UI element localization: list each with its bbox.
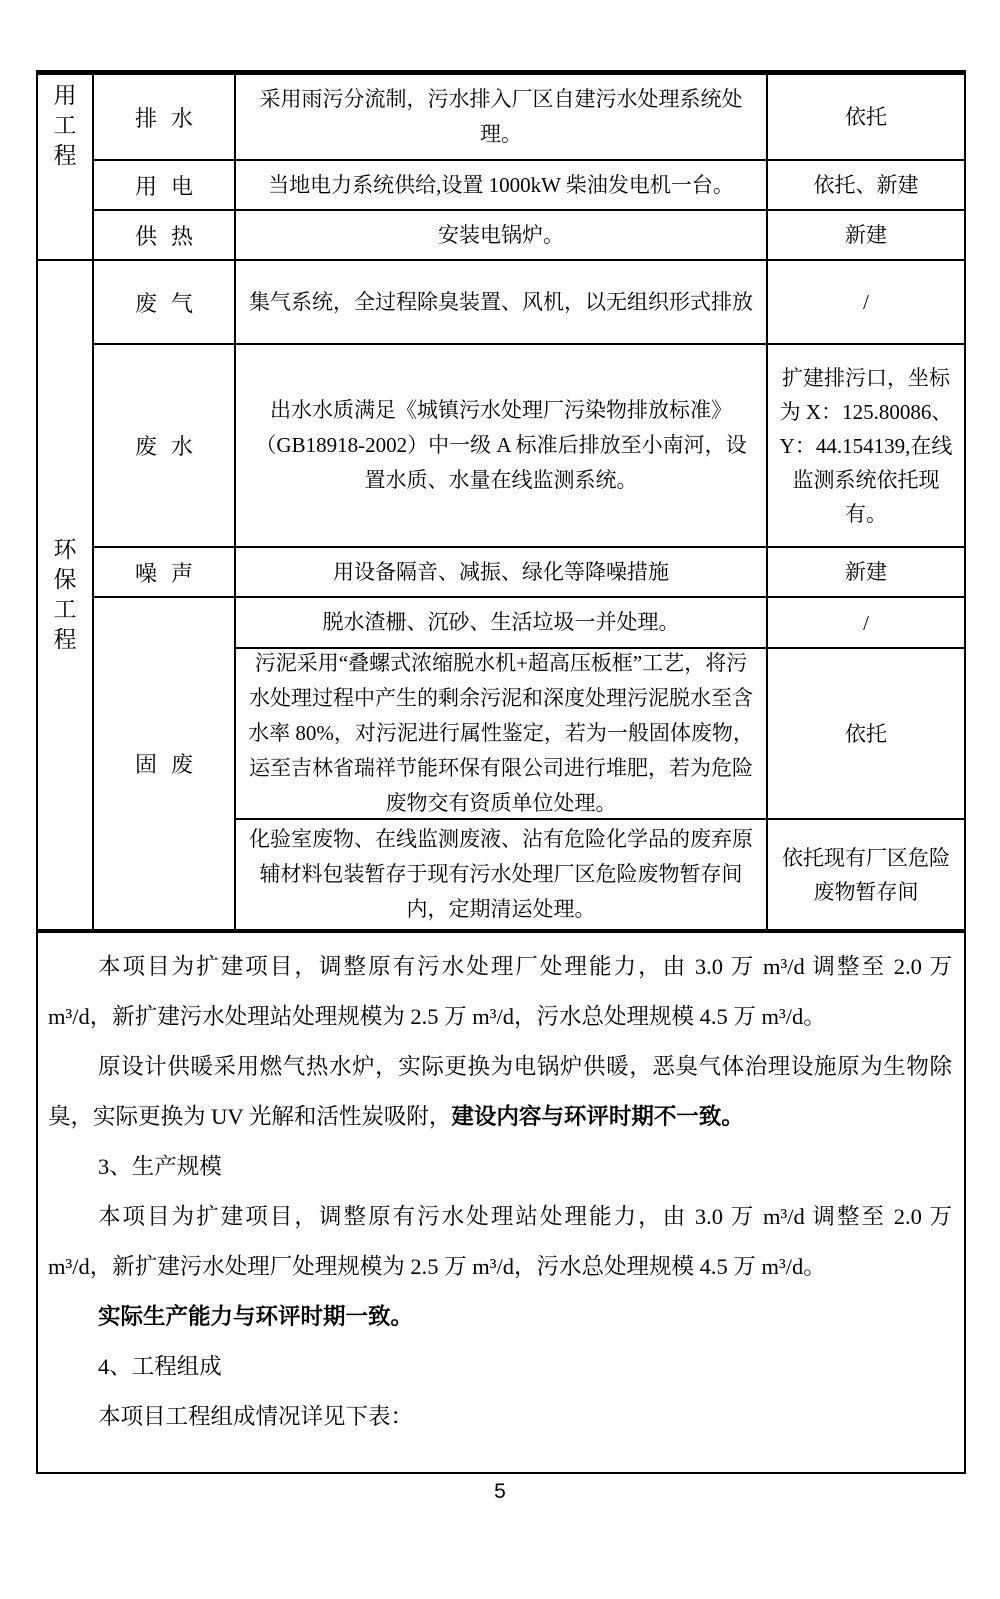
subrow-solid-waste-lab: [236, 818, 964, 929]
item-cell-heating: 供热: [94, 211, 236, 259]
row-waste-gas: [94, 261, 964, 343]
status-cell-heating: 新建: [845, 223, 887, 247]
status-cell-waste-gas: /: [863, 290, 869, 314]
content-cell-noise: 用设备隔音、减振、绿化等降噪措施: [236, 548, 768, 596]
group-utility-works: [38, 75, 964, 259]
content-cell-solid-waste-3: 化验室废物、在线监测废液、沾有危险化学品的废弃原辅材料包装暂存于现有污水处理厂区危险废物暂存间内，定期清运处理。: [236, 820, 768, 929]
group-label-utility: [38, 75, 94, 259]
item-cell-wastewater: 废水: [94, 345, 236, 546]
status-cell-solid-waste-3: 依托现有厂区危险废物暂存间: [782, 845, 950, 904]
row-noise: [94, 546, 964, 596]
heading-project-composition: 4、工程组成: [98, 1354, 222, 1379]
group-label-environmental: [38, 261, 94, 929]
status-cell-electricity: 依托、新建: [813, 173, 919, 197]
content-cell-solid-waste-1: 脱水渣栅、沉砂、生活垃圾一并处理。: [236, 598, 768, 647]
item-cell-solid-waste: 固废: [94, 598, 236, 929]
group-environmental-works: [38, 259, 964, 929]
row-solid-waste: [94, 596, 964, 929]
subrow-solid-waste-screenings: [236, 598, 964, 647]
content-cell-waste-gas: 集气系统，全过程除臭装置、风机，以无组织形式排放: [236, 261, 768, 343]
row-heating: [94, 209, 964, 259]
paragraph-changes-bold: 建设内容与环评时期不一致。: [451, 1104, 744, 1129]
paragraph-see-table-below: 本项目工程组成情况详见下表：: [98, 1404, 414, 1429]
paragraph-scale-1: 本项目为扩建项目，调整原有污水处理厂处理能力，由 3.0 万 m³/d 调整至 2.0 万 m³/d，新扩建污水处理站处理规模为 2.5 万 m³/d，污水总处理规模 4.5 万 m³/d。: [48, 954, 952, 1029]
status-cell-solid-waste-2: 依托: [845, 721, 887, 746]
group-label-text: 用工程: [53, 83, 77, 168]
paragraph-scale-2: 本项目为扩建项目，调整原有污水处理站处理能力，由 3.0 万 m³/d 调整至 2.0 万 m³/d，新扩建污水处理厂处理规模为 2.5 万 m³/d，污水总处理规模 4.5 万 m³/d。: [48, 1204, 952, 1279]
project-composition-table: [38, 75, 964, 933]
status-cell-drainage: 依托: [845, 105, 887, 129]
item-cell-electricity: 用电: [94, 161, 236, 209]
page-number: 5: [494, 1480, 506, 1503]
paragraph-changes: [48, 1042, 952, 1142]
content-cell-wastewater: 出水水质满足《城镇污水处理厂污染物排放标准》（GB18918-2002）中一级 A 标准后排放至小南河，设置水质、水量在线监测系统。: [236, 345, 768, 546]
row-electricity: [94, 159, 964, 209]
paragraph-changes-normal: 原设计供暖采用燃气热水炉，实际更换为电锅炉供暖，恶臭气体治理设施原为生物除臭，实际更换为 UV 光解和活性炭吸附，: [48, 1054, 952, 1129]
content-cell-solid-waste-2: 污泥采用“叠螺式浓缩脱水机+超高压板框”工艺，将污水处理过程中产生的剩余污泥和深度处理污泥脱水至含水率 80%，对污泥进行属性鉴定，若为一般固体废物，运至吉林省瑞祥节能环保有限公司进行堆肥，若为危险废物交有资质单位处理。: [236, 649, 768, 818]
status-cell-wastewater: 扩建排污口，坐标为 X：125.80086、Y：44.154139,在线监测系统依托现有。: [779, 365, 953, 526]
body-text: [38, 933, 964, 1442]
group-label-text: 环保工程: [53, 537, 77, 652]
content-cell-heating: 安装电锅炉。: [236, 211, 768, 259]
status-cell-solid-waste-1: /: [863, 610, 869, 635]
item-cell-noise: 噪声: [94, 548, 236, 596]
item-cell-waste-gas: 废气: [94, 261, 236, 343]
row-wastewater: [94, 343, 964, 546]
status-cell-noise: 新建: [845, 560, 887, 584]
content-cell-drainage: 采用雨污分流制，污水排入厂区自建污水处理系统处理。: [236, 75, 768, 159]
item-cell-drainage: 排水: [94, 75, 236, 159]
subrow-solid-waste-sludge: [236, 647, 964, 818]
heading-production-scale: 3、生产规模: [98, 1154, 222, 1179]
paragraph-capacity-consistent: 实际生产能力与环评时期一致。: [98, 1304, 414, 1329]
content-cell-electricity: 当地电力系统供给,设置 1000kW 柴油发电机一台。: [236, 161, 768, 209]
row-drainage: [94, 75, 964, 159]
content-frame: [36, 70, 966, 1474]
